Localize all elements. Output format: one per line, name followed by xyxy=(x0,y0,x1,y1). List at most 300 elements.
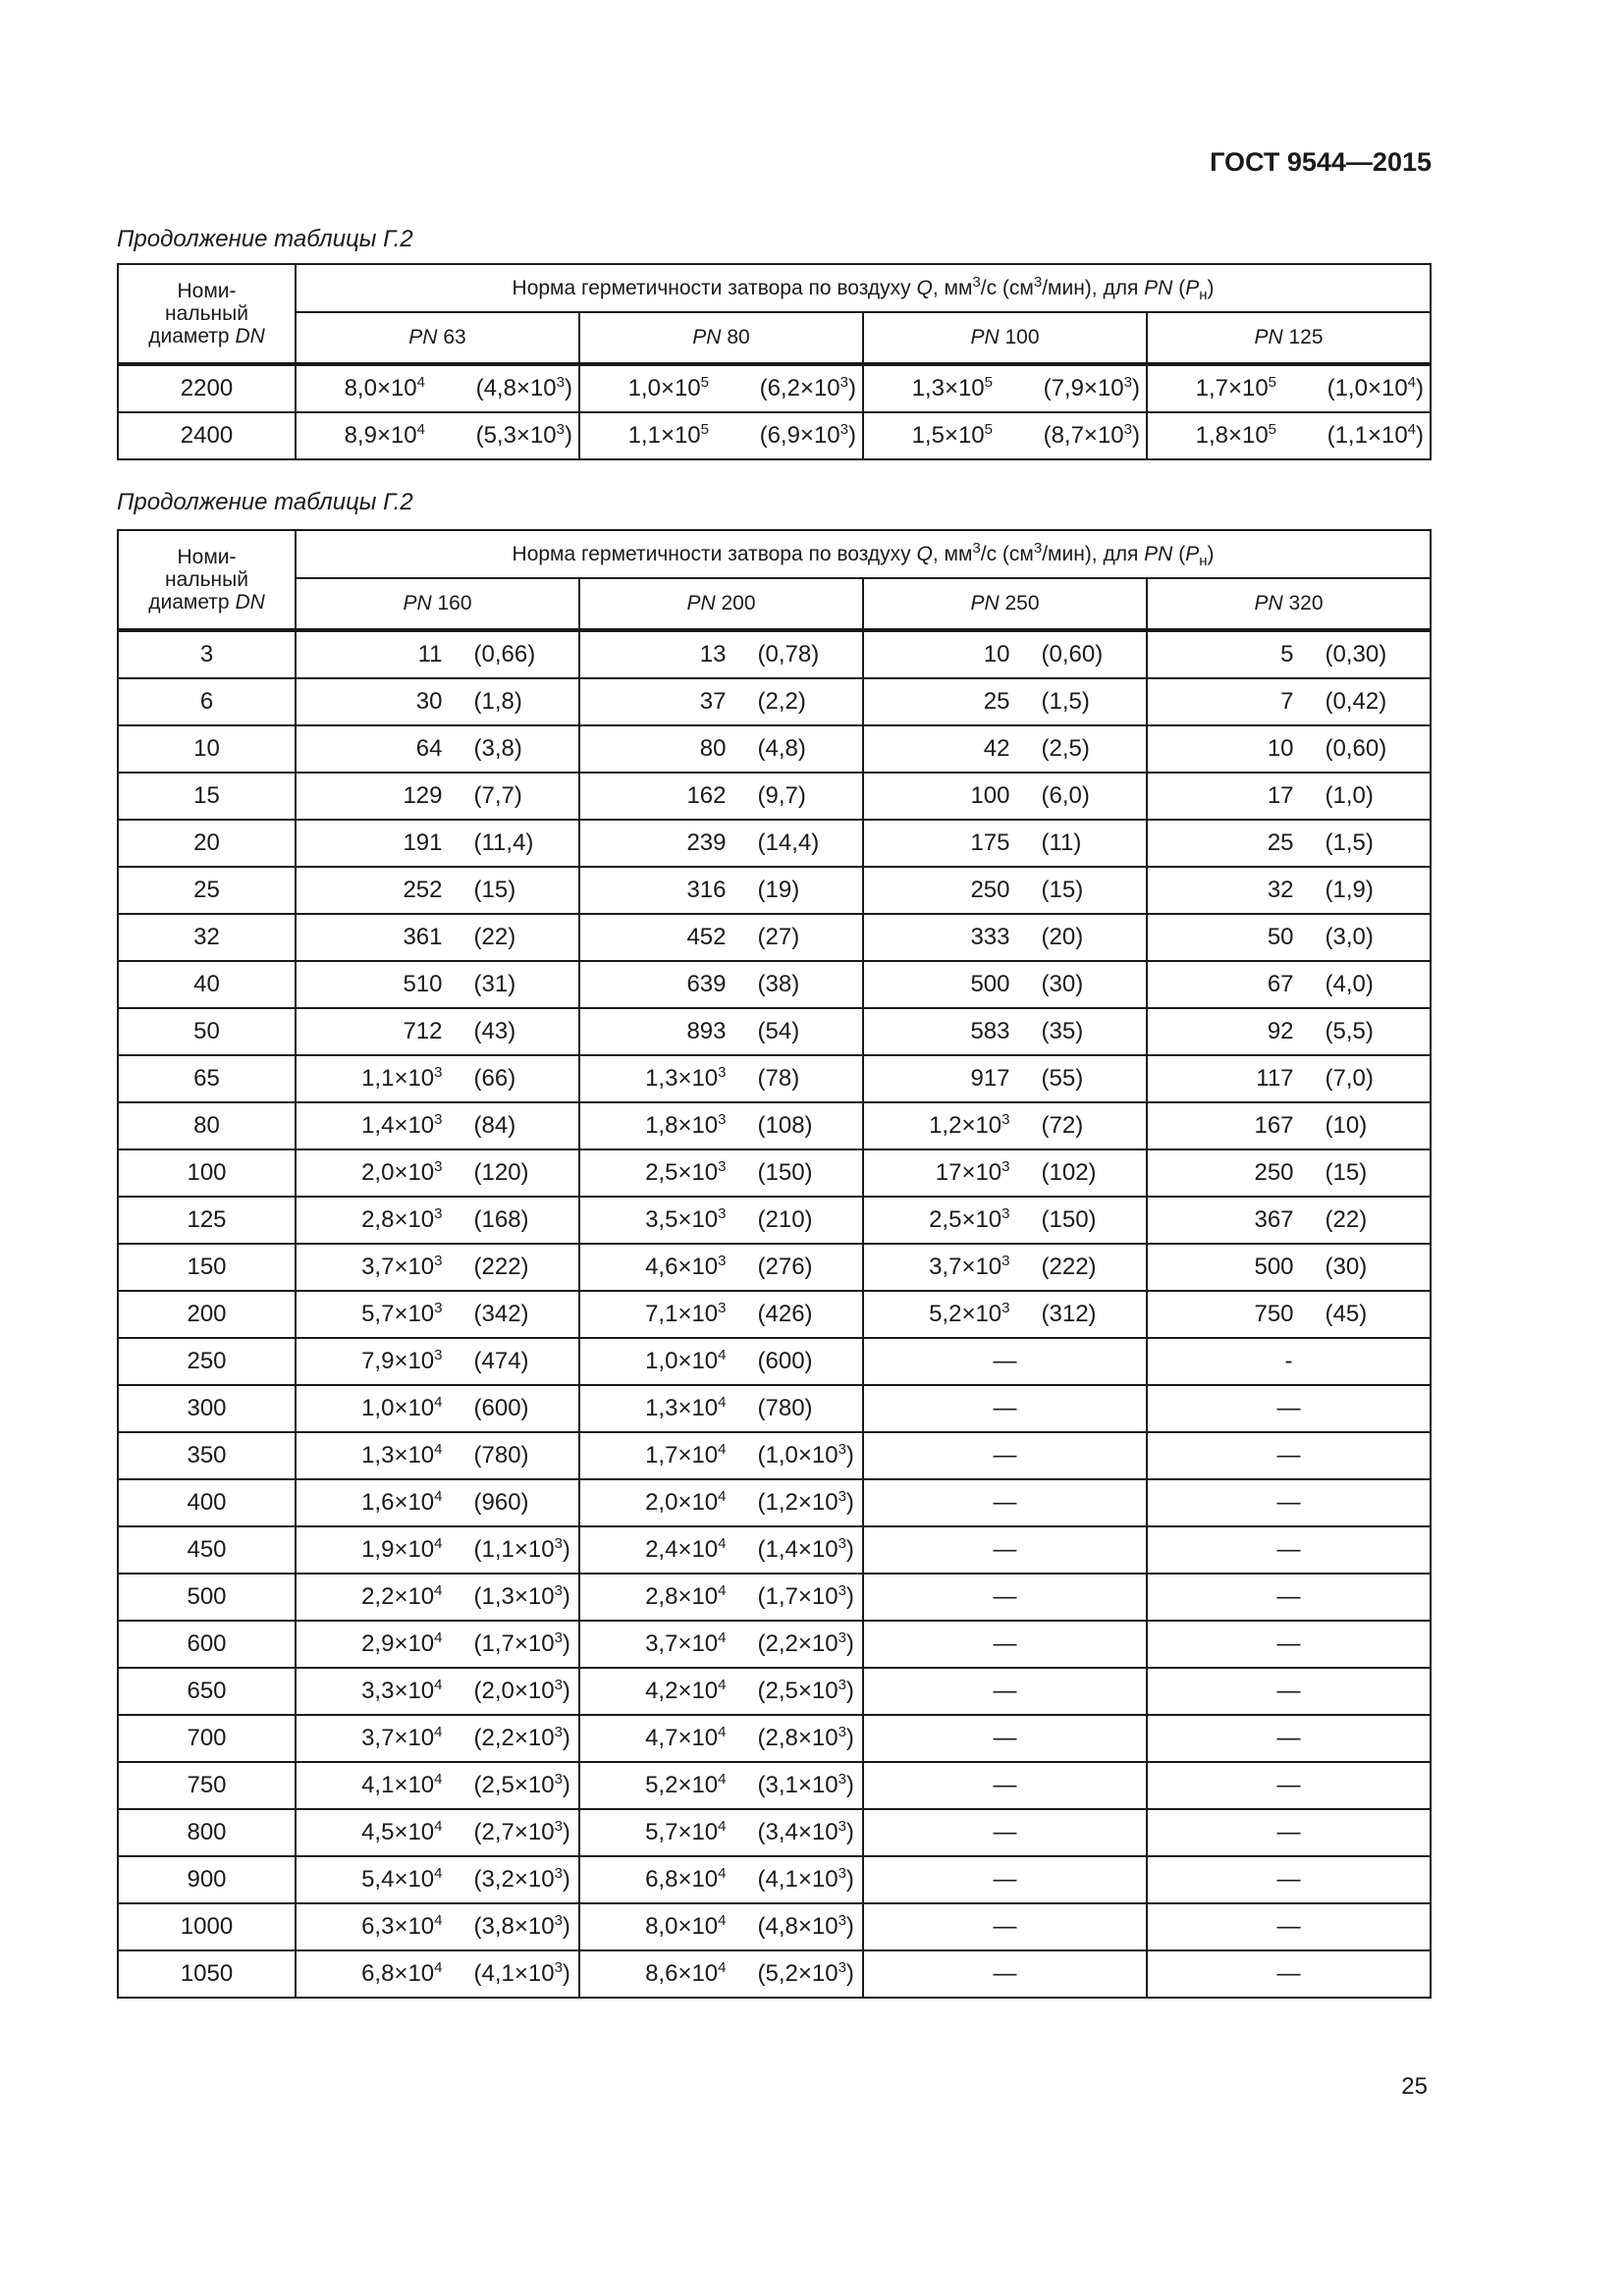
tightness-cell xyxy=(296,412,579,459)
table-row xyxy=(118,1102,1431,1149)
no-value-dash: — xyxy=(1276,1678,1301,1704)
no-value-dash: — xyxy=(1276,1489,1301,1516)
value-pair xyxy=(297,1301,578,1328)
flow-value-mm3s xyxy=(589,1866,727,1894)
tightness-cell xyxy=(863,1338,1147,1385)
flow-exponent: 5 xyxy=(1268,421,1277,438)
pn-value: 80 xyxy=(721,326,750,348)
tightness-cell xyxy=(579,773,863,820)
flow-value-mm3s xyxy=(870,375,993,402)
value-pair xyxy=(1148,1254,1430,1281)
no-value-dash: — xyxy=(993,1583,1017,1610)
flow-mantissa: 2,2×10 xyxy=(361,1583,435,1610)
flow-value-mm3s xyxy=(589,1254,727,1281)
flow-bracket-exponent: 3 xyxy=(838,1959,846,1976)
flow-bracket-value: (600) xyxy=(757,1348,813,1374)
flow-value-cm3min xyxy=(1294,641,1422,668)
flow-value-mm3s xyxy=(302,375,425,402)
flow-value-cm3min xyxy=(443,1301,570,1328)
flow-mantissa: 5,7×10 xyxy=(361,1301,435,1327)
flow-bracket-value: (210) xyxy=(757,1206,813,1233)
value-pair xyxy=(580,1678,862,1705)
tightness-cell xyxy=(863,1856,1147,1903)
flow-value-cm3min xyxy=(443,1913,570,1941)
pn-header-row xyxy=(118,312,1431,364)
header-symbol-p: P xyxy=(1185,276,1200,299)
flow-value-mm3s xyxy=(1154,375,1276,402)
flow-value-cm3min xyxy=(443,1725,570,1752)
flow-mantissa: 80 xyxy=(699,735,727,762)
flow-value-mm3s xyxy=(589,1630,727,1658)
flow-mantissa: 50 xyxy=(1267,924,1294,950)
tightness-cell xyxy=(1147,1244,1431,1291)
flow-bracket-close: ) xyxy=(562,1678,570,1704)
flow-bracket-exponent: 3 xyxy=(554,1582,563,1599)
flow-mantissa: 250 xyxy=(1254,1159,1294,1186)
flow-exponent: 3 xyxy=(434,1158,443,1175)
flow-exponent: 4 xyxy=(434,1865,443,1882)
flow-bracket-value: (4,1×10 xyxy=(473,1960,555,1987)
flow-value-cm3min xyxy=(443,1395,570,1422)
dn-cell: 200 xyxy=(118,1291,296,1338)
flow-value-cm3min xyxy=(1010,1018,1138,1045)
flow-value-cm3min xyxy=(1276,375,1424,402)
flow-bracket-value: (960) xyxy=(473,1489,529,1516)
flow-exponent: 3 xyxy=(718,1300,727,1316)
flow-value-mm3s xyxy=(873,924,1010,951)
value-pair xyxy=(297,1866,578,1894)
table-row xyxy=(118,1668,1431,1715)
flow-value-cm3min xyxy=(727,1678,854,1705)
flow-value-mm3s xyxy=(589,1301,727,1328)
header-exponent: 3 xyxy=(972,273,981,291)
pn-value: 250 xyxy=(999,592,1040,614)
tightness-cell xyxy=(296,1762,579,1809)
flow-value-mm3s xyxy=(1157,829,1294,857)
value-pair xyxy=(580,1018,862,1045)
tightness-cell xyxy=(579,1809,863,1856)
tightness-cell xyxy=(863,1197,1147,1244)
value-pair xyxy=(580,1254,862,1281)
flow-exponent: 5 xyxy=(1268,374,1277,391)
tightness-cell xyxy=(1147,412,1431,459)
flow-value-mm3s xyxy=(1157,1065,1294,1093)
flow-mantissa: 175 xyxy=(970,829,1010,856)
flow-bracket-close: ) xyxy=(562,1583,570,1610)
dn-cell: 350 xyxy=(118,1432,296,1479)
tightness-cell xyxy=(1147,678,1431,725)
flow-mantissa: 252 xyxy=(403,877,443,903)
flow-bracket-value: (38) xyxy=(757,971,800,997)
flow-bracket-value: (31) xyxy=(473,971,516,997)
value-pair xyxy=(580,688,862,716)
flow-value-cm3min xyxy=(1294,1065,1422,1093)
table-row xyxy=(118,1291,1431,1338)
header-symbol-pn: PN xyxy=(1144,276,1173,299)
value-pair xyxy=(297,1536,578,1564)
flow-value-cm3min xyxy=(443,1159,570,1187)
flow-value-mm3s xyxy=(873,829,1010,857)
pn-column-header xyxy=(579,312,863,364)
flow-mantissa: 361 xyxy=(403,924,443,950)
flow-value-mm3s xyxy=(589,1913,727,1941)
flow-bracket-value: (30) xyxy=(1041,971,1084,997)
dn-header-line: нальный xyxy=(165,302,248,325)
flow-bracket-value: (15) xyxy=(1325,1159,1368,1186)
tightness-cell xyxy=(579,1197,863,1244)
tightness-cell xyxy=(579,412,863,459)
flow-value-cm3min xyxy=(1010,829,1138,857)
flow-bracket-value: (78) xyxy=(757,1065,800,1092)
tightness-norm-header xyxy=(296,530,1431,578)
dn-cell: 65 xyxy=(118,1055,296,1102)
pn-symbol: PN xyxy=(1254,326,1283,348)
tightness-cell xyxy=(863,1432,1147,1479)
value-pair xyxy=(297,1819,578,1846)
flow-mantissa: 2,0×10 xyxy=(645,1489,719,1516)
table-row xyxy=(118,412,1431,459)
flow-bracket-value: (120) xyxy=(473,1159,529,1186)
flow-exponent: 4 xyxy=(416,374,425,391)
dn-cell: 1000 xyxy=(118,1903,296,1950)
flow-value-mm3s xyxy=(873,1254,1010,1281)
tightness-cell xyxy=(579,1244,863,1291)
no-value-dash: — xyxy=(993,1866,1017,1893)
table-row xyxy=(118,1149,1431,1197)
flow-exponent: 4 xyxy=(434,1582,443,1599)
tightness-cell xyxy=(863,1762,1147,1809)
flow-value-cm3min xyxy=(1010,1159,1138,1187)
value-pair xyxy=(297,877,578,904)
header-text: Норма герметичности затвора по воздуху xyxy=(512,542,917,565)
flow-bracket-value: (9,7) xyxy=(757,782,806,809)
flow-value-cm3min xyxy=(443,1583,570,1611)
dn-column-header xyxy=(118,264,296,364)
flow-value-cm3min xyxy=(993,375,1140,402)
flow-bracket-exponent: 4 xyxy=(1407,421,1417,438)
no-value-dash: — xyxy=(1276,1819,1301,1845)
value-pair xyxy=(580,1489,862,1517)
flow-mantissa: 25 xyxy=(1267,829,1294,856)
flow-value-mm3s xyxy=(305,1536,443,1564)
flow-mantissa: 500 xyxy=(970,971,1010,997)
tightness-cell xyxy=(296,1385,579,1432)
flow-bracket-value: (5,2×10 xyxy=(757,1960,839,1987)
flow-value-mm3s xyxy=(589,1112,727,1140)
flow-bracket-value: (45) xyxy=(1325,1301,1368,1327)
flow-value-mm3s xyxy=(589,1536,727,1564)
value-pair xyxy=(580,829,862,857)
value-pair xyxy=(864,1254,1146,1281)
flow-value-cm3min xyxy=(727,1819,854,1846)
tightness-cell xyxy=(296,773,579,820)
flow-value-cm3min xyxy=(727,829,854,857)
value-pair xyxy=(580,1159,862,1187)
flow-bracket-exponent: 3 xyxy=(838,1912,846,1929)
flow-mantissa: 1,8×10 xyxy=(645,1112,719,1139)
table-row xyxy=(118,1244,1431,1291)
flow-value-mm3s xyxy=(305,971,443,998)
flow-mantissa: 167 xyxy=(1254,1112,1294,1139)
flow-exponent: 5 xyxy=(700,374,709,391)
tightness-cell xyxy=(296,1856,579,1903)
flow-value-mm3s xyxy=(1157,641,1294,668)
header-row xyxy=(118,264,1431,312)
flow-bracket-value: (8,7×10 xyxy=(1043,422,1124,449)
header-text: /мин), для xyxy=(1042,276,1145,299)
tightness-cell xyxy=(863,1809,1147,1856)
value-pair xyxy=(297,1725,578,1752)
flow-value-mm3s xyxy=(305,1866,443,1894)
pn-column-header xyxy=(1147,312,1431,364)
value-pair xyxy=(580,1960,862,1988)
table2-body xyxy=(118,530,1431,1998)
flow-mantissa: 1,0×10 xyxy=(361,1395,435,1421)
flow-bracket-close: ) xyxy=(565,375,572,401)
flow-value-mm3s xyxy=(870,422,993,450)
flow-value-mm3s xyxy=(1157,782,1294,810)
flow-bracket-value: (7,9×10 xyxy=(1043,375,1124,401)
flow-bracket-value: (0,60) xyxy=(1325,735,1387,762)
flow-bracket-close: ) xyxy=(845,1536,854,1563)
flow-value-cm3min xyxy=(727,1159,854,1187)
flow-value-cm3min xyxy=(1294,1112,1422,1140)
flow-value-cm3min xyxy=(443,1819,570,1846)
value-pair xyxy=(864,1301,1146,1328)
flow-exponent: 4 xyxy=(434,1771,443,1788)
flow-value-mm3s xyxy=(873,735,1010,763)
flow-value-mm3s xyxy=(589,1583,727,1611)
flow-bracket-value: (780) xyxy=(757,1395,813,1421)
flow-value-mm3s xyxy=(305,877,443,904)
flow-exponent: 3 xyxy=(1001,1111,1010,1128)
flow-mantissa: 3,3×10 xyxy=(361,1678,435,1704)
flow-exponent: 4 xyxy=(434,1488,443,1505)
dn-cell: 100 xyxy=(118,1149,296,1197)
flow-bracket-exponent: 3 xyxy=(554,1959,563,1976)
dn-cell: 20 xyxy=(118,820,296,867)
flow-bracket-value: (1,3×10 xyxy=(473,1583,555,1610)
flow-bracket-value: (0,42) xyxy=(1325,688,1387,715)
flow-value-cm3min xyxy=(727,1206,854,1234)
flow-value-mm3s xyxy=(305,1112,443,1140)
flow-value-mm3s xyxy=(305,641,443,668)
flow-bracket-value: (1,0×10 xyxy=(757,1442,839,1468)
flow-mantissa: 500 xyxy=(1254,1254,1294,1280)
dn-cell: 400 xyxy=(118,1479,296,1526)
flow-mantissa: 1,4×10 xyxy=(361,1112,435,1139)
tightness-cell xyxy=(296,1903,579,1950)
dn-cell: 3 xyxy=(118,630,296,678)
value-pair xyxy=(864,1018,1146,1045)
flow-bracket-value: (312) xyxy=(1041,1301,1097,1327)
value-pair xyxy=(1148,829,1430,857)
tightness-cell xyxy=(1147,1621,1431,1668)
tightness-cell xyxy=(296,1668,579,1715)
flow-mantissa: 3,7×10 xyxy=(361,1254,435,1280)
value-pair xyxy=(1148,971,1430,998)
dn-cell: 25 xyxy=(118,867,296,914)
flow-bracket-value: (72) xyxy=(1041,1112,1084,1139)
value-pair xyxy=(1148,641,1430,668)
flow-value-mm3s xyxy=(1157,877,1294,904)
flow-exponent: 4 xyxy=(416,421,425,438)
flow-value-mm3s xyxy=(589,782,727,810)
tightness-cell xyxy=(863,1244,1147,1291)
pn-column-header xyxy=(1147,578,1431,630)
tightness-cell xyxy=(863,725,1147,773)
no-value-dash: — xyxy=(1276,1630,1301,1657)
tightness-cell xyxy=(863,678,1147,725)
flow-bracket-value: (43) xyxy=(473,1018,516,1044)
tightness-cell xyxy=(296,678,579,725)
value-pair xyxy=(580,735,862,763)
header-text: , мм xyxy=(932,276,973,299)
value-pair xyxy=(297,1254,578,1281)
flow-mantissa: 6,8×10 xyxy=(361,1960,435,1987)
tightness-cell xyxy=(296,1291,579,1338)
no-value-dash: — xyxy=(993,1819,1017,1845)
tightness-table-part2 xyxy=(117,529,1432,1999)
pn-column-header xyxy=(863,578,1147,630)
table-row xyxy=(118,364,1431,412)
flow-value-mm3s xyxy=(305,688,443,716)
value-pair xyxy=(1148,1018,1430,1045)
tightness-cell xyxy=(579,1338,863,1385)
flow-value-mm3s xyxy=(589,1678,727,1705)
header-exponent: 3 xyxy=(1033,273,1043,291)
flow-exponent: 4 xyxy=(718,1629,727,1646)
flow-value-mm3s xyxy=(305,1960,443,1988)
flow-value-cm3min xyxy=(727,782,854,810)
value-pair xyxy=(580,1442,862,1469)
flow-mantissa: 8,0×10 xyxy=(344,375,417,401)
flow-bracket-value: (1,0) xyxy=(1325,782,1374,809)
table-row xyxy=(118,1574,1431,1621)
value-pair xyxy=(297,1583,578,1611)
tightness-cell xyxy=(863,1385,1147,1432)
no-value-dash: — xyxy=(1276,1395,1301,1421)
flow-bracket-exponent: 4 xyxy=(1407,374,1417,391)
value-pair xyxy=(1148,924,1430,951)
flow-exponent: 3 xyxy=(434,1347,443,1363)
flow-bracket-value: (2,2) xyxy=(757,688,806,715)
flow-bracket-value: (108) xyxy=(757,1112,813,1139)
flow-value-cm3min xyxy=(443,829,570,857)
tightness-cell xyxy=(863,364,1147,412)
value-pair xyxy=(297,1206,578,1234)
flow-bracket-close: ) xyxy=(845,1819,854,1845)
flow-bracket-value: (22) xyxy=(473,924,516,950)
flow-value-mm3s xyxy=(305,1819,443,1846)
tightness-cell xyxy=(863,1102,1147,1149)
flow-exponent: 3 xyxy=(1001,1205,1010,1222)
flow-bracket-value: (4,8×10 xyxy=(475,375,557,401)
flow-mantissa: 5,7×10 xyxy=(645,1819,719,1845)
flow-exponent: 4 xyxy=(718,1582,727,1599)
flow-value-mm3s xyxy=(873,1065,1010,1093)
flow-value-mm3s xyxy=(305,1489,443,1517)
flow-mantissa: 2,8×10 xyxy=(361,1206,435,1233)
flow-bracket-close: ) xyxy=(845,1630,854,1657)
flow-value-cm3min xyxy=(1010,688,1138,716)
value-pair xyxy=(580,375,862,402)
flow-value-mm3s xyxy=(1157,1254,1294,1281)
flow-bracket-value: (2,5×10 xyxy=(473,1772,555,1798)
flow-bracket-close: ) xyxy=(845,1960,854,1987)
tightness-cell xyxy=(1147,820,1431,867)
header-symbol-pn: PN xyxy=(1144,542,1173,565)
flow-bracket-value: (1,0×10 xyxy=(1326,375,1408,401)
flow-mantissa: 117 xyxy=(1256,1065,1294,1092)
flow-mantissa: 750 xyxy=(1254,1301,1294,1327)
flow-bracket-value: (150) xyxy=(757,1159,813,1186)
flow-bracket-close: ) xyxy=(1132,375,1140,401)
pn-symbol: PN xyxy=(686,592,716,614)
flow-bracket-value: (55) xyxy=(1041,1065,1084,1092)
flow-mantissa: 7,1×10 xyxy=(645,1301,719,1327)
pn-symbol: PN xyxy=(403,592,432,614)
value-pair xyxy=(297,829,578,857)
flow-value-cm3min xyxy=(1294,688,1422,716)
flow-bracket-close: ) xyxy=(848,422,856,449)
flow-value-cm3min xyxy=(443,1348,570,1375)
value-pair xyxy=(297,1678,578,1705)
dn-header-symbol: DN xyxy=(235,591,265,614)
value-pair xyxy=(580,1913,862,1941)
flow-value-cm3min xyxy=(1276,422,1424,450)
flow-mantissa: 333 xyxy=(970,924,1010,950)
flow-value-mm3s xyxy=(586,422,709,450)
flow-bracket-close: ) xyxy=(562,1819,570,1845)
value-pair xyxy=(1148,1159,1430,1187)
flow-bracket-exponent: 3 xyxy=(1123,374,1132,391)
header-text: ) xyxy=(1207,276,1215,299)
flow-value-mm3s xyxy=(589,877,727,904)
flow-value-cm3min xyxy=(1010,971,1138,998)
flow-bracket-value: (3,4×10 xyxy=(757,1819,839,1845)
table-row xyxy=(118,1715,1431,1762)
flow-bracket-value: (1,2×10 xyxy=(757,1489,839,1516)
no-value-dash: - xyxy=(1284,1348,1293,1374)
dn-cell: 600 xyxy=(118,1621,296,1668)
value-pair xyxy=(580,1819,862,1846)
flow-value-mm3s xyxy=(305,1348,443,1375)
tightness-cell xyxy=(579,1526,863,1574)
flow-mantissa: 67 xyxy=(1267,971,1294,997)
flow-mantissa: 25 xyxy=(983,688,1010,715)
flow-mantissa: 64 xyxy=(415,735,443,762)
flow-bracket-close: ) xyxy=(562,1725,570,1751)
flow-bracket-value: (11,4) xyxy=(473,829,534,856)
flow-bracket-exponent: 3 xyxy=(554,1677,563,1693)
value-pair xyxy=(864,971,1146,998)
flow-value-cm3min xyxy=(443,1442,570,1469)
flow-bracket-exponent: 3 xyxy=(838,1865,846,1882)
flow-value-cm3min xyxy=(1294,1301,1422,1328)
flow-bracket-value: (276) xyxy=(757,1254,813,1280)
flow-value-mm3s xyxy=(1157,971,1294,998)
tightness-cell xyxy=(296,1338,579,1385)
tightness-cell xyxy=(1147,1149,1431,1197)
table-row xyxy=(118,1432,1431,1479)
flow-exponent: 3 xyxy=(718,1253,727,1269)
flow-exponent: 4 xyxy=(718,1394,727,1411)
tightness-cell xyxy=(863,1574,1147,1621)
flow-mantissa: 316 xyxy=(686,877,727,903)
tightness-cell xyxy=(1147,1762,1431,1809)
dn-cell: 150 xyxy=(118,1244,296,1291)
